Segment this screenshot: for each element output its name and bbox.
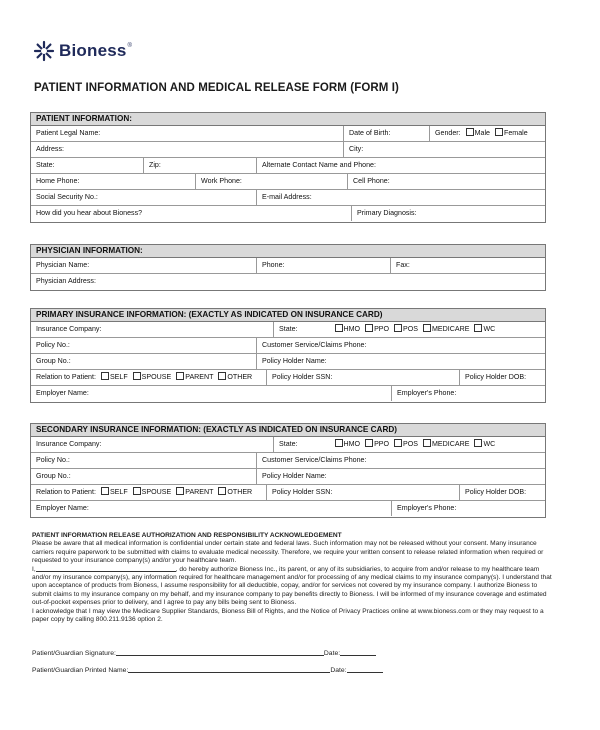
state-field[interactable]: State:: [36, 161, 55, 169]
cell-phone-field[interactable]: Cell Phone:: [347, 174, 547, 189]
printed-date-label: Date:: [330, 667, 347, 674]
form-row: [31, 338, 545, 354]
state-label: State:: [279, 325, 298, 333]
wc-checkbox[interactable]: [474, 439, 482, 447]
bioness-logo: [33, 38, 132, 64]
social-security-field[interactable]: Social Security No.:: [36, 193, 98, 201]
form-row: [31, 190, 545, 206]
pos-checkbox[interactable]: [394, 324, 402, 332]
customer-service-phone-field[interactable]: Customer Service/Claims Phone:: [256, 453, 547, 468]
female-label: Female: [504, 129, 528, 137]
pos-label: POS: [403, 325, 419, 333]
relation-label: Relation to Patient:: [36, 488, 96, 496]
authorization-body: , do hereby authorize Bioness Inc., its parent, or any of its subsidiaries, to acquire from and/or release to my healthcare team and/or my insurance company(s), any information required for healthcare management and/or for processing of any medical claims to my insurance company(s). I understand that upon acceptance of products from Bioness, I assume responsibility for all deductible, copay, and/or for services not covered by my insurance company. I authorize Bioness to submit claims to my insurance company on my behalf, and my insurance company to pay benefits directly to Bioness. I will be informed of my insurance coverage and estimated out-of-pocket expenses prior to delivery, and I agree to pay any bills being sent to Bioness.: [32, 565, 552, 607]
signature-input[interactable]: [116, 655, 324, 656]
form-row: [31, 501, 545, 517]
form-row: [31, 158, 545, 174]
primary-insurance-section: [30, 308, 546, 403]
self-label: SELF: [109, 373, 128, 381]
spouse-checkbox[interactable]: [133, 372, 141, 380]
physician-information-section: [30, 244, 546, 291]
form-row: [31, 485, 545, 501]
employer-name-field[interactable]: Employer Name:: [36, 389, 89, 397]
zip-field[interactable]: Zip:: [143, 158, 256, 173]
policy-holder-name-field[interactable]: Policy Holder Name:: [256, 354, 547, 369]
other-label: OTHER: [227, 373, 253, 381]
physician-address-field[interactable]: Physician Address:: [36, 277, 96, 285]
form-row: [31, 174, 545, 190]
male-checkbox[interactable]: [466, 128, 474, 136]
authorizing-name-input[interactable]: [36, 571, 176, 572]
patient-information-section: [30, 112, 546, 223]
state-and-plan-type-field: [273, 437, 547, 452]
insurance-company-field[interactable]: Insurance Company:: [36, 440, 102, 448]
gender-label: Gender:: [435, 129, 461, 137]
home-phone-field[interactable]: Home Phone:: [36, 177, 80, 185]
hmo-label: HMO: [343, 440, 361, 448]
insurance-company-field[interactable]: Insurance Company:: [36, 325, 102, 333]
acknowledgement-paragraph: I acknowledge that I may view the Medicare Supplier Standards, Bioness Bill of Rights, and the Notice of Privacy Practices online at www.bioness.com or they may request to a paper copy by calling 800.211.9136 option 2.: [32, 607, 544, 624]
signature-date-input[interactable]: [340, 655, 376, 656]
spouse-label: SPOUSE: [141, 373, 172, 381]
email-field[interactable]: E-mail Address:: [256, 190, 547, 205]
parent-checkbox[interactable]: [176, 487, 184, 495]
state-and-plan-type-field: [273, 322, 547, 337]
physician-phone-field[interactable]: Phone:: [256, 258, 390, 273]
ppo-checkbox[interactable]: [365, 324, 373, 332]
authorization-name-prefix: I,: [32, 565, 36, 573]
form-row: [31, 437, 545, 453]
policy-holder-name-field[interactable]: Policy Holder Name:: [256, 469, 547, 484]
pos-label: POS: [403, 440, 419, 448]
medicare-checkbox[interactable]: [423, 324, 431, 332]
state-label: State:: [279, 440, 298, 448]
work-phone-field[interactable]: Work Phone:: [195, 174, 347, 189]
parent-checkbox[interactable]: [176, 372, 184, 380]
signature-row: [32, 650, 376, 657]
hmo-label: HMO: [343, 325, 361, 333]
section-heading: SECONDARY INSURANCE INFORMATION: (EXACTLY AS INDICATED ON INSURANCE CARD): [31, 424, 545, 437]
spouse-checkbox[interactable]: [133, 487, 141, 495]
group-no-field[interactable]: Group No.:: [36, 472, 71, 480]
form-row: [31, 386, 545, 402]
policy-no-field[interactable]: Policy No.:: [36, 341, 70, 349]
self-checkbox[interactable]: [101, 372, 109, 380]
parent-label: PARENT: [185, 488, 214, 496]
form-row: [31, 258, 545, 274]
section-heading: PATIENT INFORMATION:: [31, 113, 545, 126]
group-no-field[interactable]: Group No.:: [36, 357, 71, 365]
physician-fax-field[interactable]: Fax:: [390, 258, 547, 273]
employer-phone-field[interactable]: Employer's Phone:: [391, 501, 547, 516]
wc-label: WC: [483, 440, 496, 448]
authorization-text: [32, 532, 552, 624]
primary-diagnosis-field[interactable]: Primary Diagnosis:: [351, 206, 547, 221]
male-label: Male: [474, 129, 491, 137]
parent-label: PARENT: [185, 373, 214, 381]
signature-label: Patient/Guardian Signature:: [32, 650, 116, 657]
gender-field: [429, 126, 547, 141]
ppo-label: PPO: [374, 440, 390, 448]
employer-phone-field[interactable]: Employer's Phone:: [391, 386, 547, 401]
trademark: ®: [127, 43, 132, 49]
form-row: [31, 126, 545, 142]
ppo-label: PPO: [374, 325, 390, 333]
form-row: [31, 142, 545, 158]
section-heading: PHYSICIAN INFORMATION:: [31, 245, 545, 258]
section-heading: PRIMARY INSURANCE INFORMATION: (EXACTLY AS INDICATED ON INSURANCE CARD): [31, 309, 545, 322]
date-of-birth-field[interactable]: Date of Birth:: [343, 126, 429, 141]
city-field[interactable]: City:: [343, 142, 547, 157]
policy-no-field[interactable]: Policy No.:: [36, 456, 70, 464]
printed-date-input[interactable]: [347, 672, 383, 673]
form-row: [31, 469, 545, 485]
form-row: [31, 370, 545, 386]
spouse-label: SPOUSE: [141, 488, 172, 496]
hmo-checkbox[interactable]: [335, 324, 343, 332]
form-title: PATIENT INFORMATION AND MEDICAL RELEASE FORM (FORM I): [34, 82, 399, 94]
wc-checkbox[interactable]: [474, 324, 482, 332]
other-checkbox[interactable]: [218, 372, 226, 380]
medicare-label: MEDICARE: [432, 325, 470, 333]
other-label: OTHER: [227, 488, 253, 496]
authorization-paragraph: [32, 566, 552, 608]
pos-checkbox[interactable]: [394, 439, 402, 447]
ppo-checkbox[interactable]: [365, 439, 373, 447]
asterisk-logo-icon: [33, 40, 55, 62]
female-checkbox[interactable]: [495, 128, 503, 136]
policy-holder-ssn-field[interactable]: Policy Holder SSN:: [266, 485, 459, 500]
medicare-checkbox[interactable]: [423, 439, 431, 447]
self-label: SELF: [109, 488, 128, 496]
policy-holder-dob-field[interactable]: Policy Holder DOB:: [459, 370, 547, 385]
relation-to-patient-field: [31, 485, 266, 500]
form-row: [31, 453, 545, 469]
address-field[interactable]: Address:: [36, 145, 64, 153]
relation-to-patient-field: [31, 370, 266, 385]
physician-name-field[interactable]: Physician Name:: [36, 261, 90, 269]
how-heard-field[interactable]: How did you hear about Bioness?: [36, 209, 143, 217]
policy-holder-dob-field[interactable]: Policy Holder DOB:: [459, 485, 547, 500]
authorization-heading: PATIENT INFORMATION RELEASE AUTHORIZATION AND RESPONSIBILITY ACKNOWLEDGEMENT: [32, 532, 342, 539]
printed-name-input[interactable]: [128, 672, 330, 673]
customer-service-phone-field[interactable]: Customer Service/Claims Phone:: [256, 338, 547, 353]
signature-date-label: Date:: [323, 650, 341, 657]
relation-label: Relation to Patient:: [36, 373, 96, 381]
form-row: [31, 322, 545, 338]
employer-name-field[interactable]: Employer Name:: [36, 504, 89, 512]
self-checkbox[interactable]: [101, 487, 109, 495]
form-row: [31, 206, 545, 222]
form-row: [31, 274, 545, 290]
policy-holder-ssn-field[interactable]: Policy Holder SSN:: [266, 370, 459, 385]
patient-legal-name-field[interactable]: Patient Legal Name:: [36, 129, 101, 137]
form-row: [31, 354, 545, 370]
hmo-checkbox[interactable]: [335, 439, 343, 447]
printed-name-label: Patient/Guardian Printed Name:: [32, 667, 129, 674]
other-checkbox[interactable]: [218, 487, 226, 495]
alternate-contact-field[interactable]: Alternate Contact Name and Phone:: [256, 158, 547, 173]
wc-label: WC: [483, 325, 496, 333]
secondary-insurance-section: [30, 423, 546, 518]
printed-name-row: [32, 667, 383, 674]
medicare-label: MEDICARE: [432, 440, 470, 448]
confidentiality-paragraph: Please be aware that all medical information is confidential under certain state and federal laws. Such information may not be released without your consent. Many insurance carriers require paperwork to be submitted with claims to evaluate medical necessity. Therefore, we require your written consent to release related information when required or requested to your insurance company(s) and/or your healthcare team.: [32, 540, 544, 565]
brand-name: Bioness: [59, 41, 127, 60]
